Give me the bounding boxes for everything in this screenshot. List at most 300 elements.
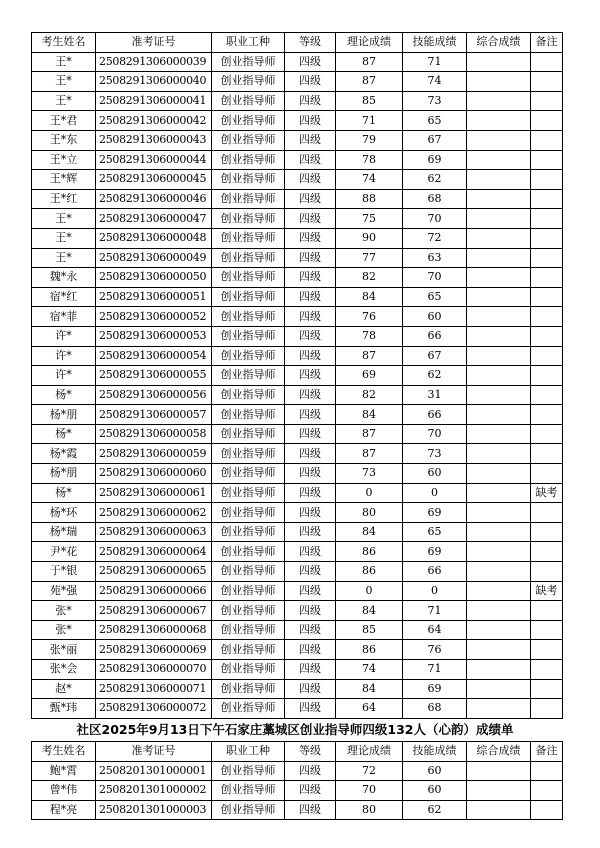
cell-level: 四级 [285, 620, 336, 640]
cell-exam-number: 2508291306000045 [96, 170, 212, 190]
cell-exam-number: 2508291306000046 [96, 189, 212, 209]
cell-occupation: 创业指导师 [212, 699, 285, 719]
cell-candidate-name: 赵* [32, 679, 96, 699]
cell-level: 四级 [285, 464, 336, 484]
cell-level: 四级 [285, 228, 336, 248]
cell-overall-score [467, 464, 531, 484]
cell-skill-score: 66 [403, 562, 467, 582]
table-row [32, 228, 563, 248]
cell-remark [531, 601, 563, 621]
cell-skill-score: 65 [403, 111, 467, 131]
cell-overall-score [467, 130, 531, 150]
cell-level: 四级 [285, 307, 336, 327]
cell-skill-score: 67 [403, 346, 467, 366]
cell-skill-score: 64 [403, 620, 467, 640]
cell-exam-number: 2508291306000041 [96, 91, 212, 111]
cell-exam-number: 2508291306000065 [96, 562, 212, 582]
cell-candidate-name: 杨* [32, 424, 96, 444]
cell-remark [531, 562, 563, 582]
cell-remark [531, 405, 563, 425]
cell-level: 四级 [285, 679, 336, 699]
cell-exam-number: 2508291306000043 [96, 130, 212, 150]
cell-level: 四级 [285, 150, 336, 170]
cell-candidate-name: 张* [32, 620, 96, 640]
cell-occupation: 创业指导师 [212, 366, 285, 386]
cell-exam-number: 2508291306000066 [96, 581, 212, 601]
table-header-row [32, 742, 563, 762]
cell-overall-score [467, 72, 531, 92]
header-theory-score: 理论成绩 [336, 33, 403, 53]
cell-remark [531, 464, 563, 484]
cell-overall-score [467, 581, 531, 601]
table-row [32, 150, 563, 170]
cell-skill-score: 0 [403, 581, 467, 601]
table-row [32, 800, 563, 820]
cell-skill-score: 66 [403, 326, 467, 346]
cell-candidate-name: 杨*瑞 [32, 522, 96, 542]
cell-skill-score: 68 [403, 189, 467, 209]
cell-overall-score [467, 542, 531, 562]
cell-overall-score [467, 660, 531, 680]
cell-candidate-name: 王* [32, 248, 96, 268]
cell-candidate-name: 许* [32, 346, 96, 366]
cell-remark [531, 111, 563, 131]
table-row [32, 307, 563, 327]
cell-occupation: 创业指导师 [212, 660, 285, 680]
table-row [32, 130, 563, 150]
cell-candidate-name: 程*亮 [32, 800, 96, 820]
cell-skill-score: 69 [403, 542, 467, 562]
table-row [32, 601, 563, 621]
cell-occupation: 创业指导师 [212, 326, 285, 346]
cell-remark [531, 346, 563, 366]
table-row [32, 640, 563, 660]
cell-occupation: 创业指导师 [212, 761, 285, 781]
score-table-2 [31, 741, 563, 820]
cell-skill-score: 74 [403, 72, 467, 92]
header-level: 等级 [285, 33, 336, 53]
cell-occupation: 创业指导师 [212, 483, 285, 503]
cell-theory-score: 74 [336, 170, 403, 190]
cell-skill-score: 31 [403, 385, 467, 405]
cell-theory-score: 80 [336, 800, 403, 820]
table-row [32, 699, 563, 719]
cell-exam-number: 2508291306000053 [96, 326, 212, 346]
cell-overall-score [467, 562, 531, 582]
table-row [32, 424, 563, 444]
header-exam-number: 准考证号 [96, 742, 212, 762]
cell-candidate-name: 王*辉 [32, 170, 96, 190]
cell-occupation: 创业指导师 [212, 130, 285, 150]
cell-candidate-name: 王* [32, 72, 96, 92]
cell-skill-score: 69 [403, 150, 467, 170]
header-theory-score: 理论成绩 [336, 742, 403, 762]
cell-theory-score: 84 [336, 287, 403, 307]
cell-level: 四级 [285, 522, 336, 542]
cell-occupation: 创业指导师 [212, 503, 285, 523]
cell-overall-score [467, 209, 531, 229]
table-row [32, 209, 563, 229]
cell-skill-score: 65 [403, 287, 467, 307]
cell-remark [531, 444, 563, 464]
cell-occupation: 创业指导师 [212, 800, 285, 820]
cell-overall-score [467, 346, 531, 366]
cell-overall-score [467, 601, 531, 621]
cell-skill-score: 72 [403, 228, 467, 248]
cell-occupation: 创业指导师 [212, 385, 285, 405]
cell-candidate-name: 王* [32, 52, 96, 72]
cell-skill-score: 73 [403, 91, 467, 111]
cell-occupation: 创业指导师 [212, 91, 285, 111]
cell-overall-score [467, 111, 531, 131]
cell-overall-score [467, 405, 531, 425]
table-row [32, 346, 563, 366]
cell-exam-number: 2508291306000055 [96, 366, 212, 386]
cell-remark [531, 248, 563, 268]
table-row [32, 385, 563, 405]
cell-overall-score [467, 326, 531, 346]
table-row [32, 111, 563, 131]
cell-candidate-name: 宿*菲 [32, 307, 96, 327]
cell-theory-score: 86 [336, 542, 403, 562]
cell-theory-score: 80 [336, 503, 403, 523]
cell-theory-score: 86 [336, 562, 403, 582]
cell-candidate-name: 杨*朋 [32, 464, 96, 484]
cell-exam-number: 2508291306000064 [96, 542, 212, 562]
cell-level: 四级 [285, 385, 336, 405]
cell-remark [531, 424, 563, 444]
cell-occupation: 创业指导师 [212, 444, 285, 464]
cell-skill-score: 0 [403, 483, 467, 503]
cell-candidate-name: 杨*朋 [32, 405, 96, 425]
cell-level: 四级 [285, 640, 336, 660]
cell-level: 四级 [285, 72, 336, 92]
cell-occupation: 创业指导师 [212, 72, 285, 92]
cell-level: 四级 [285, 781, 336, 801]
cell-occupation: 创业指导师 [212, 679, 285, 699]
cell-theory-score: 78 [336, 326, 403, 346]
cell-remark [531, 150, 563, 170]
table-row [32, 581, 563, 601]
cell-occupation: 创业指导师 [212, 307, 285, 327]
cell-skill-score: 71 [403, 660, 467, 680]
cell-occupation: 创业指导师 [212, 601, 285, 621]
cell-level: 四级 [285, 601, 336, 621]
cell-level: 四级 [285, 366, 336, 386]
cell-occupation: 创业指导师 [212, 405, 285, 425]
cell-occupation: 创业指导师 [212, 424, 285, 444]
cell-occupation: 创业指导师 [212, 346, 285, 366]
cell-occupation: 创业指导师 [212, 562, 285, 582]
cell-remark [531, 287, 563, 307]
cell-occupation: 创业指导师 [212, 228, 285, 248]
cell-theory-score: 87 [336, 52, 403, 72]
cell-exam-number: 2508291306000051 [96, 287, 212, 307]
header-level: 等级 [285, 742, 336, 762]
cell-level: 四级 [285, 287, 336, 307]
header-overall-score: 综合成绩 [467, 33, 531, 53]
cell-occupation: 创业指导师 [212, 522, 285, 542]
header-skill-score: 技能成绩 [403, 742, 467, 762]
cell-occupation: 创业指导师 [212, 52, 285, 72]
cell-skill-score: 60 [403, 781, 467, 801]
cell-theory-score: 84 [336, 405, 403, 425]
cell-theory-score: 87 [336, 444, 403, 464]
cell-overall-score [467, 385, 531, 405]
cell-occupation: 创业指导师 [212, 150, 285, 170]
cell-candidate-name: 甄*玮 [32, 699, 96, 719]
cell-skill-score: 60 [403, 464, 467, 484]
cell-overall-score [467, 228, 531, 248]
cell-remark [531, 620, 563, 640]
cell-occupation: 创业指导师 [212, 111, 285, 131]
cell-remark [531, 366, 563, 386]
cell-overall-score [467, 268, 531, 288]
cell-level: 四级 [285, 111, 336, 131]
cell-theory-score: 64 [336, 699, 403, 719]
cell-remark [531, 52, 563, 72]
cell-exam-number: 2508291306000071 [96, 679, 212, 699]
cell-candidate-name: 王* [32, 228, 96, 248]
cell-remark [531, 130, 563, 150]
cell-skill-score: 62 [403, 366, 467, 386]
cell-theory-score: 87 [336, 346, 403, 366]
cell-level: 四级 [285, 800, 336, 820]
cell-occupation: 创业指导师 [212, 640, 285, 660]
cell-theory-score: 72 [336, 761, 403, 781]
cell-remark: 缺考 [531, 581, 563, 601]
table-row [32, 522, 563, 542]
cell-candidate-name: 杨* [32, 385, 96, 405]
cell-remark [531, 228, 563, 248]
cell-overall-score [467, 189, 531, 209]
cell-level: 四级 [285, 699, 336, 719]
cell-occupation: 创业指导师 [212, 170, 285, 190]
cell-exam-number: 2508291306000058 [96, 424, 212, 444]
cell-remark [531, 781, 563, 801]
cell-skill-score: 68 [403, 699, 467, 719]
cell-level: 四级 [285, 581, 336, 601]
cell-candidate-name: 王*君 [32, 111, 96, 131]
cell-skill-score: 71 [403, 52, 467, 72]
cell-level: 四级 [285, 326, 336, 346]
cell-overall-score [467, 170, 531, 190]
cell-occupation: 创业指导师 [212, 464, 285, 484]
cell-level: 四级 [285, 209, 336, 229]
cell-skill-score: 70 [403, 424, 467, 444]
cell-exam-number: 2508291306000062 [96, 503, 212, 523]
cell-exam-number: 2508291306000047 [96, 209, 212, 229]
table-row [32, 52, 563, 72]
cell-theory-score: 75 [336, 209, 403, 229]
cell-theory-score: 85 [336, 620, 403, 640]
cell-skill-score: 60 [403, 307, 467, 327]
header-remark: 备注 [531, 33, 563, 53]
cell-theory-score: 84 [336, 601, 403, 621]
cell-remark [531, 640, 563, 660]
cell-occupation: 创业指导师 [212, 781, 285, 801]
table-row [32, 483, 563, 503]
cell-level: 四级 [285, 542, 336, 562]
cell-exam-number: 2508291306000056 [96, 385, 212, 405]
cell-remark [531, 170, 563, 190]
cell-remark [531, 660, 563, 680]
cell-candidate-name: 王* [32, 209, 96, 229]
cell-overall-score [467, 503, 531, 523]
score-table-1 [31, 32, 563, 719]
cell-level: 四级 [285, 346, 336, 366]
cell-candidate-name: 宿*红 [32, 287, 96, 307]
cell-skill-score: 69 [403, 503, 467, 523]
cell-overall-score [467, 444, 531, 464]
cell-candidate-name: 王* [32, 91, 96, 111]
cell-remark [531, 385, 563, 405]
cell-occupation: 创业指导师 [212, 620, 285, 640]
cell-exam-number: 2508291306000039 [96, 52, 212, 72]
cell-occupation: 创业指导师 [212, 209, 285, 229]
cell-skill-score: 62 [403, 800, 467, 820]
cell-theory-score: 74 [336, 660, 403, 680]
cell-candidate-name: 王*东 [32, 130, 96, 150]
cell-exam-number: 2508291306000060 [96, 464, 212, 484]
header-candidate-name: 考生姓名 [32, 742, 96, 762]
cell-skill-score: 66 [403, 405, 467, 425]
table-row [32, 170, 563, 190]
cell-theory-score: 70 [336, 781, 403, 801]
cell-level: 四级 [285, 405, 336, 425]
cell-overall-score [467, 620, 531, 640]
cell-level: 四级 [285, 52, 336, 72]
cell-skill-score: 76 [403, 640, 467, 660]
cell-exam-number: 2508291306000061 [96, 483, 212, 503]
cell-remark [531, 503, 563, 523]
cell-exam-number: 2508291306000067 [96, 601, 212, 621]
cell-candidate-name: 许* [32, 326, 96, 346]
cell-remark [531, 326, 563, 346]
cell-overall-score [467, 248, 531, 268]
cell-overall-score [467, 52, 531, 72]
header-exam-number: 准考证号 [96, 33, 212, 53]
cell-exam-number: 2508291306000048 [96, 228, 212, 248]
table-row [32, 326, 563, 346]
cell-theory-score: 84 [336, 679, 403, 699]
cell-theory-score: 73 [336, 464, 403, 484]
cell-theory-score: 82 [336, 385, 403, 405]
cell-skill-score: 70 [403, 268, 467, 288]
cell-candidate-name: 杨*环 [32, 503, 96, 523]
cell-level: 四级 [285, 248, 336, 268]
header-occupation: 职业工种 [212, 33, 285, 53]
cell-remark [531, 91, 563, 111]
cell-overall-score [467, 483, 531, 503]
cell-theory-score: 90 [336, 228, 403, 248]
cell-theory-score: 82 [336, 268, 403, 288]
cell-level: 四级 [285, 189, 336, 209]
header-skill-score: 技能成绩 [403, 33, 467, 53]
cell-skill-score: 60 [403, 761, 467, 781]
cell-overall-score [467, 150, 531, 170]
table-row [32, 761, 563, 781]
cell-remark [531, 522, 563, 542]
cell-candidate-name: 苑*强 [32, 581, 96, 601]
table-header-row [32, 33, 563, 53]
cell-overall-score [467, 699, 531, 719]
cell-overall-score [467, 287, 531, 307]
cell-occupation: 创业指导师 [212, 581, 285, 601]
cell-exam-number: 2508291306000054 [96, 346, 212, 366]
cell-level: 四级 [285, 444, 336, 464]
cell-overall-score [467, 679, 531, 699]
cell-theory-score: 0 [336, 483, 403, 503]
cell-exam-number: 2508291306000069 [96, 640, 212, 660]
cell-remark [531, 307, 563, 327]
cell-theory-score: 87 [336, 72, 403, 92]
table-row [32, 562, 563, 582]
cell-occupation: 创业指导师 [212, 189, 285, 209]
cell-remark [531, 679, 563, 699]
cell-remark [531, 189, 563, 209]
cell-theory-score: 76 [336, 307, 403, 327]
table-row [32, 679, 563, 699]
cell-occupation: 创业指导师 [212, 268, 285, 288]
cell-exam-number: 2508291306000049 [96, 248, 212, 268]
cell-theory-score: 85 [336, 91, 403, 111]
table-row [32, 464, 563, 484]
cell-exam-number: 2508291306000042 [96, 111, 212, 131]
cell-theory-score: 71 [336, 111, 403, 131]
cell-overall-score [467, 640, 531, 660]
cell-exam-number: 2508201301000002 [96, 781, 212, 801]
table-row [32, 189, 563, 209]
cell-candidate-name: 于*银 [32, 562, 96, 582]
cell-candidate-name: 张* [32, 601, 96, 621]
table-row [32, 444, 563, 464]
cell-exam-number: 2508291306000068 [96, 620, 212, 640]
cell-remark [531, 268, 563, 288]
cell-occupation: 创业指导师 [212, 248, 285, 268]
cell-candidate-name: 魏*永 [32, 268, 96, 288]
cell-exam-number: 2508201301000001 [96, 761, 212, 781]
cell-level: 四级 [285, 660, 336, 680]
cell-overall-score [467, 522, 531, 542]
cell-skill-score: 63 [403, 248, 467, 268]
table-row [32, 781, 563, 801]
header-overall-score: 综合成绩 [467, 742, 531, 762]
cell-candidate-name: 王*红 [32, 189, 96, 209]
cell-theory-score: 79 [336, 130, 403, 150]
cell-candidate-name: 曾*伟 [32, 781, 96, 801]
header-candidate-name: 考生姓名 [32, 33, 96, 53]
cell-theory-score: 87 [336, 424, 403, 444]
cell-overall-score [467, 307, 531, 327]
cell-skill-score: 69 [403, 679, 467, 699]
cell-overall-score [467, 424, 531, 444]
cell-theory-score: 84 [336, 522, 403, 542]
cell-candidate-name: 许* [32, 366, 96, 386]
cell-exam-number: 2508291306000050 [96, 268, 212, 288]
cell-level: 四级 [285, 483, 336, 503]
cell-level: 四级 [285, 268, 336, 288]
cell-skill-score: 73 [403, 444, 467, 464]
cell-level: 四级 [285, 562, 336, 582]
cell-level: 四级 [285, 503, 336, 523]
cell-overall-score [467, 366, 531, 386]
cell-candidate-name: 尹*花 [32, 542, 96, 562]
cell-exam-number: 2508291306000052 [96, 307, 212, 327]
cell-skill-score: 71 [403, 601, 467, 621]
cell-theory-score: 69 [336, 366, 403, 386]
cell-level: 四级 [285, 170, 336, 190]
